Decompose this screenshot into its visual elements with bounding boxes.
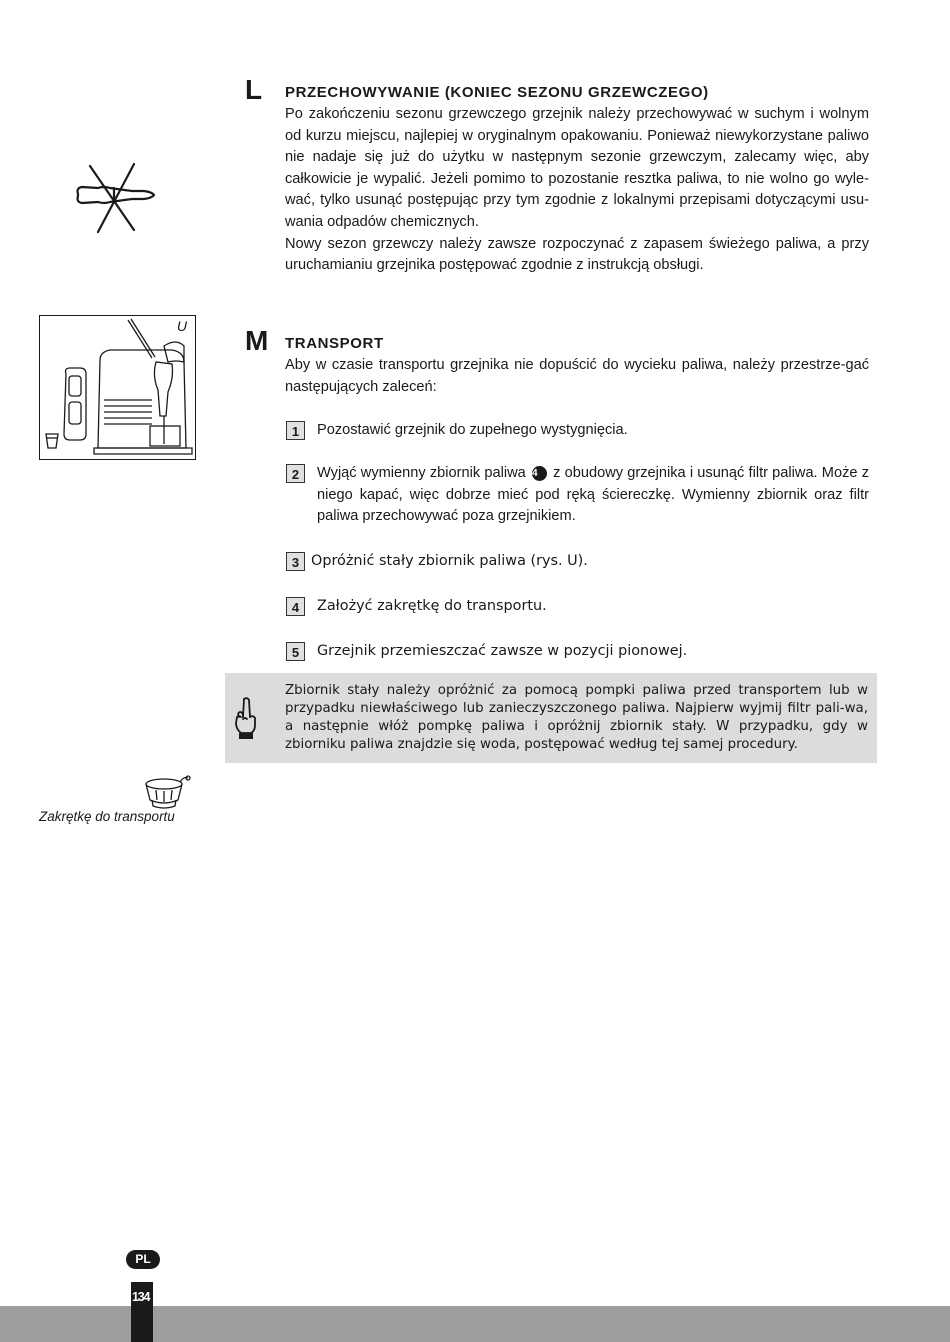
pointing-hand-icon — [231, 695, 261, 741]
tank-reference-number: 4 — [532, 466, 547, 481]
note-box — [225, 673, 877, 763]
step-3-text: Opróżnić stały zbiornik paliwa (rys. U). — [311, 553, 588, 569]
transport-cap-caption: Zakrętkę do transportu — [39, 809, 175, 824]
step-1-text: Pozostawić grzejnik do zupełnego wystygnięcia. — [317, 422, 628, 438]
section-m-intro: Aby w czasie transportu grzejnika nie dopuścić do wycieku paliwa, należy przestrze-gać następujących zaleceń: — [285, 357, 869, 395]
section-l-paragraph-1: Po zakończeniu sezonu grzewczego grzejnik należy przechowywać w suchym i wolnym od kurzu miejscu, najlepiej w oryginalnym opakowaniu. Ponieważ niewykorzystane paliwo nie nadaje się już do użytku w następnym sezonie grzewczym, zalecamy więc, aby całkowicie je wypalić. Jeżeli pomimo to pozostanie resztka paliwa, to nie wolno go wyle-wać, tylko usunąć postępując przy tym zgodnie z lokalnymi przepisami dotyczącymi usu-wania odpadów chemicznych. — [285, 106, 869, 230]
step-3-number: 3 — [286, 552, 305, 571]
section-l-letter: L — [245, 74, 263, 105]
note-text: Zbiornik stały należy opróżnić za pomocą pompki paliwa przed transportem lub w przypadku niewłaściwego lub zanieczyszczonego paliwa. Najpierw wyjmij filtr pali-wa, a następnie włóż pompkę paliwa i opróżnij zbiornik stały. W przypadku, gdy w zbiorniku paliwa znajdzie się woda, postępować według tej samej procedury. — [285, 683, 868, 752]
page-number-tab — [131, 1282, 153, 1342]
step-4-number: 4 — [286, 597, 305, 616]
figure-u-label: U — [176, 318, 187, 334]
figure-u-heater — [39, 315, 196, 460]
step-4-text: Założyć zakrętkę do transportu. — [317, 598, 547, 614]
step-2-text-before: Wyjąć wymienny zbiornik paliwa — [317, 465, 526, 481]
section-l-body — [285, 104, 869, 277]
step-2-text — [317, 463, 869, 528]
heater-pump-illustration — [40, 316, 194, 458]
section-m-letter: M — [245, 325, 269, 356]
step-5-number: 5 — [286, 642, 305, 661]
no-screwdriver-icon — [70, 158, 160, 234]
step-2-text-after: z obudowy grzejnika i usunąć filtr paliwa. Może z niego kapać, więc dobrze mieć pod ręką ściereczkę. Wymienny zbiornik oraz filtr paliwa przechowywać poza grzejnikiem. — [317, 465, 869, 525]
step-2-number: 2 — [286, 464, 305, 483]
section-l-heading: PRZECHOWYWANIE (KONIEC SEZONU GRZEWCZEGO) — [285, 84, 709, 101]
language-badge: PL — [126, 1250, 160, 1269]
page-number: 134 — [132, 1290, 150, 1304]
step-1-number: 1 — [286, 421, 305, 440]
transport-cap-icon — [140, 772, 192, 812]
section-m-heading: TRANSPORT — [285, 335, 384, 352]
step-5-text: Grzejnik przemieszczać zawsze w pozycji pionowej. — [317, 643, 688, 659]
section-l-paragraph-2: Nowy sezon grzewczy należy zawsze rozpoczynać z zapasem świeżego paliwa, a przy uruchamianiu grzejnika postępować zgodnie z instrukcją obsługi. — [285, 235, 869, 274]
